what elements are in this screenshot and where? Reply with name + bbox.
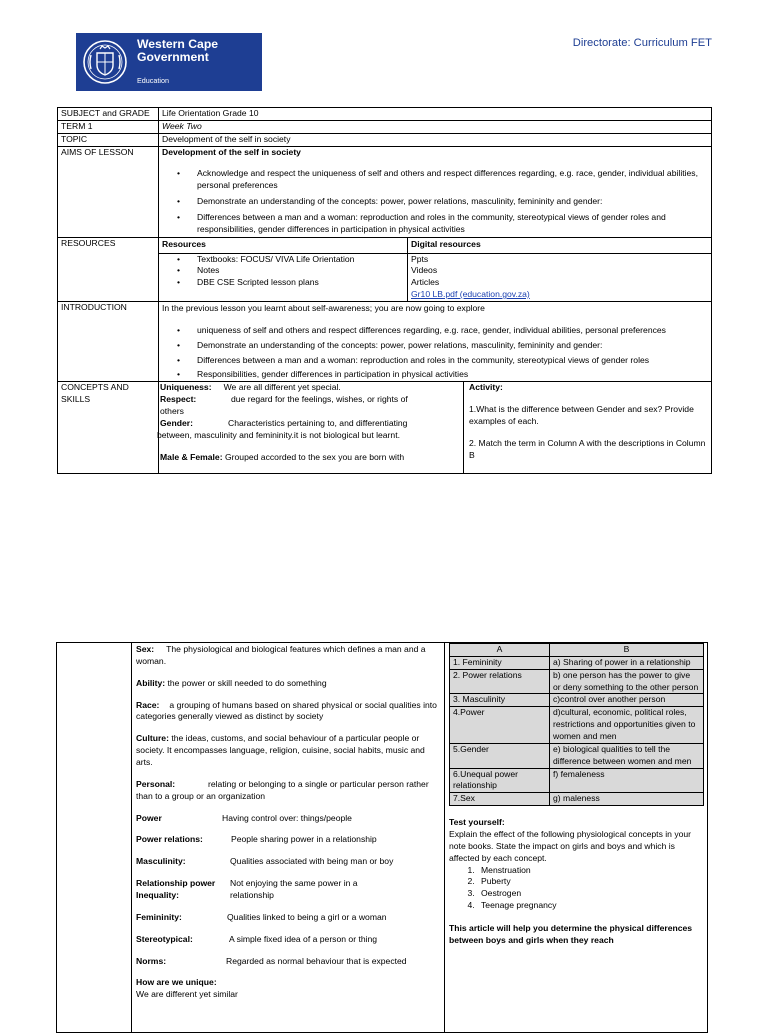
- definition: Regarded as normal behaviour that is expected: [226, 955, 407, 966]
- aims-cell: [159, 146, 712, 237]
- term: Masculinity:: [136, 856, 186, 867]
- test-yourself-list: [449, 865, 704, 912]
- digital-item: Articles: [411, 277, 440, 288]
- matching-row: [450, 656, 704, 669]
- def-gender-cont: between, masculinity and femininity.it is not biological but learnt.: [157, 429, 400, 440]
- aims-item: • Differences between a man and a woman: reproduction and roles in the community, stereotypical views of gender roles and responsibilities, gender differences in participation in physical activities: [197, 212, 708, 236]
- term: Gender:: [160, 417, 193, 428]
- concepts-definitions-cell: [159, 382, 464, 474]
- western-cape-logo: [76, 33, 262, 91]
- def-power-relations: [136, 834, 441, 846]
- term: Respect:: [160, 394, 197, 405]
- activity-continuation-cell: [445, 643, 708, 1033]
- term: Personal:: [136, 778, 176, 789]
- term-value: Week Two: [159, 120, 712, 133]
- def-culture: [136, 733, 441, 769]
- term: Race:: [136, 699, 160, 710]
- def-race: [136, 700, 441, 724]
- term: Sex:: [136, 644, 155, 654]
- resources-label: RESOURCES: [58, 237, 159, 301]
- matching-term: 5.Gender: [450, 743, 550, 768]
- resource-item: • Notes: [197, 265, 404, 277]
- matching-description: g) maleness: [550, 793, 704, 806]
- concept-definitions-cell: [132, 643, 445, 1033]
- matching-row: [450, 707, 704, 744]
- subject-row: [58, 108, 712, 121]
- term-label: TERM 1: [58, 120, 159, 133]
- def-male-female: [160, 452, 460, 464]
- subject-value: Life Orientation Grade 10: [159, 108, 712, 121]
- activity-cell: [464, 382, 712, 474]
- empty-label-cell: [57, 643, 132, 1033]
- term: Culture:: [136, 733, 169, 744]
- column-a-header: A: [450, 644, 550, 657]
- digital-resources-header: Digital resources: [408, 237, 712, 253]
- matching-table: [449, 643, 704, 806]
- matching-row: [450, 694, 704, 707]
- def-gender: [160, 418, 460, 430]
- matching-header-row: [450, 644, 704, 657]
- digital-item: Videos: [411, 265, 438, 276]
- intro-item: • uniqueness of self and others and respect differences regarding, e.g. race, gender, individual abilities, personal preferences: [197, 325, 708, 337]
- logo-line-1: Western Cape: [137, 37, 219, 51]
- definition-line: Not enjoying the same power in a: [230, 878, 358, 889]
- matching-term: 3. Masculinity: [450, 694, 550, 707]
- unique-text: We are different yet similar: [136, 989, 238, 1000]
- topic-value: Development of the self in society: [159, 133, 712, 146]
- subject-label: SUBJECT and GRADE: [58, 108, 159, 121]
- matching-term: 1. Femininity: [450, 656, 550, 669]
- term-line: Inequality:: [136, 890, 179, 901]
- matching-row: [450, 669, 704, 694]
- definition: Qualities linked to being a girl or a woman: [227, 911, 387, 922]
- def-respect-cont: others: [160, 406, 184, 417]
- lesson-plan-table: [57, 107, 712, 474]
- def-femininity: [136, 912, 441, 924]
- matching-row: [450, 768, 704, 793]
- concepts-label-line: CONCEPTS AND: [61, 382, 129, 393]
- test-yourself-title: Test yourself:: [449, 817, 505, 828]
- definition: the ideas, customs, and social behaviour of a particular people or society. It encompasses language, religion, cuisine, social habits, music and arts.: [136, 733, 425, 768]
- digital-resources-cell: [408, 253, 712, 301]
- matching-term: 2. Power relations: [450, 669, 550, 694]
- definition: [230, 878, 358, 902]
- topic-label: TOPIC: [58, 133, 159, 146]
- definition: due regard for the feelings, wishes, or rights of: [231, 394, 408, 405]
- def-sex: [136, 644, 441, 668]
- definition: the power or skill needed to do something: [167, 677, 327, 688]
- term: Male & Female:: [160, 451, 223, 462]
- gr10-pdf-link[interactable]: Gr10 LB.pdf (education.gov.za): [411, 289, 530, 300]
- aims-list: [162, 168, 708, 235]
- introduction-cell: [159, 302, 712, 382]
- aims-label: AIMS OF LESSON: [58, 146, 159, 237]
- aims-item: • Demonstrate an understanding of the concepts: power, power relations, masculinity, femininity and gender:: [197, 196, 708, 208]
- definition: People sharing power in a relationship: [231, 834, 377, 845]
- def-personal: [136, 779, 441, 803]
- aims-row: [58, 146, 712, 237]
- def-stereotypical: [136, 934, 441, 946]
- test-item: 3. Oestrogen: [477, 888, 704, 900]
- definition: Having control over: things/people: [222, 812, 352, 823]
- term: Norms:: [136, 955, 167, 966]
- def-respect: [160, 394, 460, 406]
- definition: A simple fixed idea of a person or thing: [229, 933, 378, 944]
- introduction-text: In the previous lesson you learnt about self-awareness; you are now going to explore: [162, 303, 485, 314]
- def-ability: [136, 678, 441, 690]
- definition-line: relationship: [230, 890, 274, 901]
- matching-description: b) one person has the power to give or deny something to the other person: [550, 669, 704, 694]
- test-item: 1. Menstruation: [477, 865, 704, 877]
- matching-row: [450, 793, 704, 806]
- concepts-label-line: SKILLS: [61, 394, 91, 405]
- concepts-label: [58, 382, 159, 474]
- test-item: 2. Puberty: [477, 876, 704, 888]
- matching-term: 4.Power: [450, 707, 550, 744]
- definition: We are all different yet special.: [223, 382, 341, 393]
- concepts-continuation-table: [56, 642, 708, 1033]
- activity-question-1: 1.What is the difference between Gender and sex? Provide examples of each.: [469, 404, 694, 427]
- article-note: This article will help you determine the physical differences between boys and girls when they reach: [449, 923, 693, 945]
- test-yourself-text: Explain the effect of the following physiological concepts in your note books. State the impact on girls and boys and which is affected by each concept.: [449, 829, 692, 863]
- definition: Qualities associated with being man or boy: [230, 856, 394, 867]
- resources-list: [162, 254, 404, 290]
- directorate-title: Directorate: Curriculum FET: [572, 37, 712, 49]
- matching-description: f) femaleness: [550, 768, 704, 793]
- coat-of-arms-icon: [82, 39, 128, 85]
- def-norms: [136, 956, 441, 968]
- term: Uniqueness:: [160, 382, 212, 393]
- resources-cell: [159, 253, 408, 301]
- digital-item: Ppts: [411, 253, 429, 264]
- test-item: 4. Teenage pregnancy: [477, 900, 704, 912]
- matching-description: e) biological qualities to tell the difference between women and men: [550, 743, 704, 768]
- activity-title: Activity:: [469, 382, 503, 393]
- def-masculinity: [136, 856, 441, 868]
- aims-item: • Acknowledge and respect the uniqueness of self and others and respect differences regarding, e.g. race, gender, individual abilities, personal preferences: [197, 168, 708, 192]
- resources-header-row: [58, 237, 712, 253]
- concepts-row: [58, 382, 712, 474]
- unique-heading: How are we unique:: [136, 977, 217, 988]
- activity-question-2: 2. Match the term in Column A with the descriptions in Column B: [469, 437, 706, 460]
- resource-item: • DBE CSE Scripted lesson plans: [197, 277, 404, 289]
- term: Femininity:: [136, 911, 182, 922]
- matching-term: 7.Sex: [450, 793, 550, 806]
- definition: Grouped accorded to the sex you are born with: [224, 451, 405, 462]
- matching-row: [450, 743, 704, 768]
- matching-description: a) Sharing of power in a relationship: [550, 656, 704, 669]
- term: [136, 878, 230, 902]
- logo-line-3: Education: [137, 76, 169, 85]
- topic-row: [58, 133, 712, 146]
- term: Power: [136, 812, 162, 823]
- introduction-label: INTRODUCTION: [58, 302, 159, 382]
- matching-term: 6.Unequal power relationship: [450, 768, 550, 793]
- term-row: [58, 120, 712, 133]
- resources-header: Resources: [159, 237, 408, 253]
- resource-item: • Textbooks: FOCUS/ VIVA Life Orientation: [197, 254, 404, 266]
- introduction-row: [58, 302, 712, 382]
- aims-title: Development of the self in society: [162, 146, 301, 157]
- definition: relating or belonging to a single or particular person rather than to a group or an organization: [136, 778, 429, 801]
- logo-line-2: Government: [137, 50, 209, 64]
- intro-item: • Differences between a man and a woman: reproduction and roles in the community, stereotypical views of gender roles: [197, 355, 708, 367]
- term: Power relations:: [136, 834, 203, 845]
- def-uniqueness: [160, 382, 460, 394]
- introduction-list: [162, 325, 708, 381]
- term: Ability:: [136, 677, 166, 688]
- def-power: [136, 813, 441, 825]
- intro-item: • Demonstrate an understanding of the concepts: power, power relations, masculinity, femininity and gender:: [197, 340, 708, 352]
- term-line: Relationship power: [136, 878, 216, 889]
- column-b-header: B: [550, 644, 704, 657]
- intro-item: • Responsibilities, gender differences in participation in physical activities: [197, 369, 708, 381]
- def-relationship-power-inequality: [136, 878, 441, 902]
- definition: Characteristics pertaining to, and differentiating: [228, 417, 408, 428]
- term: Stereotypical:: [136, 933, 193, 944]
- matching-description: c)control over another person: [550, 694, 704, 707]
- definition: The physiological and biological features which defines a man and a woman.: [136, 644, 426, 666]
- definition: a grouping of humans based on shared physical or social qualities into categories generally viewed as distinct by society: [136, 699, 437, 722]
- matching-description: d)cultural, economic, political roles, restrictions and opportunities given to women and men: [550, 707, 704, 744]
